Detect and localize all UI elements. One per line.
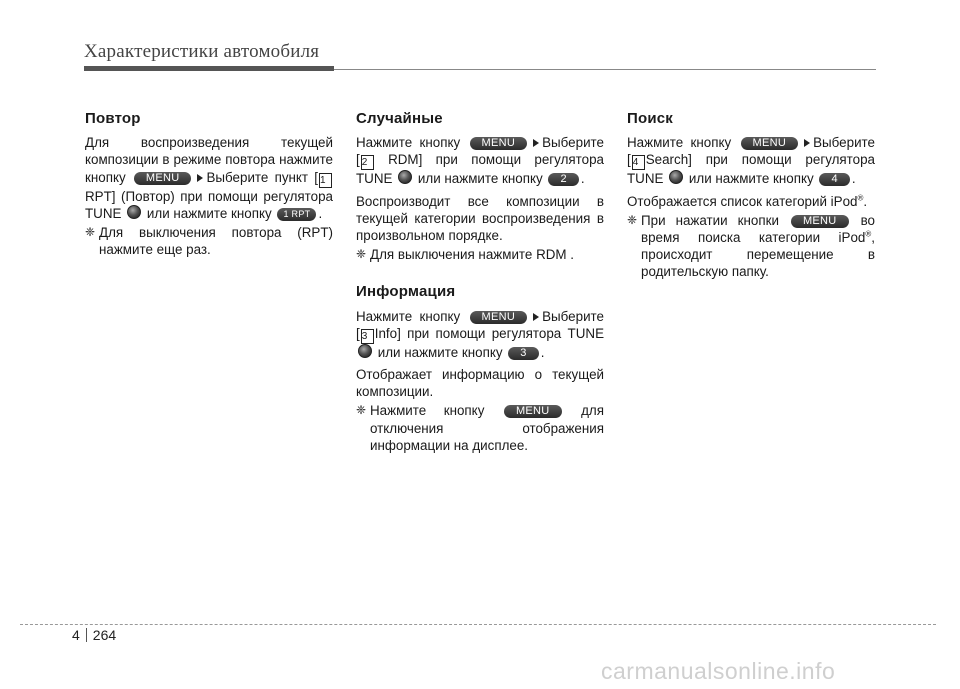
menu-button[interactable]: MENU: [134, 172, 192, 185]
info-description: Отображает информацию о текущей композиции.: [356, 367, 604, 400]
search-note-text-1: При нажатии кнопки: [641, 212, 779, 228]
info-text-5: .: [540, 344, 545, 360]
info-note: [356, 402, 604, 454]
search-desc-text: Отображается список категорий iPod: [627, 193, 858, 209]
tune-knob-icon: [358, 344, 372, 358]
random-text-4: или нажмите кнопку: [417, 171, 543, 187]
repeat-text-5: .: [318, 205, 323, 221]
rpt-button[interactable]: 1 RPT: [277, 208, 316, 221]
menu-button[interactable]: MENU: [741, 137, 799, 150]
random-note: [356, 246, 604, 263]
arrow-right-icon: [533, 139, 539, 147]
random-text-2: Выберите [: [356, 135, 604, 168]
info-instructions: [356, 308, 604, 361]
page-number-separator: [86, 628, 87, 642]
option-number-box: 3: [361, 329, 374, 344]
repeat-note-text: Для выключения повтора (RPT) нажмите еще раз.: [99, 225, 333, 258]
tune-knob-icon: [398, 170, 412, 184]
key-3-button[interactable]: 3: [508, 347, 538, 360]
search-text-2: Выберите: [813, 135, 875, 151]
option-number-box: 1: [319, 173, 332, 188]
info-text-2: Выберите: [542, 308, 604, 324]
registered-mark: ®: [865, 229, 872, 239]
search-note-text-3: , происходит перемещение в родительскую папку.: [641, 230, 875, 280]
search-desc-end: .: [863, 193, 868, 209]
info-text-1: Нажмите кнопку: [356, 308, 461, 324]
info-heading: Информация: [356, 283, 456, 301]
note-mark-icon: ❈: [356, 247, 367, 262]
random-description: Воспроизводит все композиции в текущей категории воспроизведения в произвольном порядке.: [356, 193, 604, 244]
repeat-heading: Повтор: [85, 110, 141, 127]
search-heading: Поиск: [627, 110, 674, 127]
header-rule-thin: [334, 69, 876, 70]
tune-knob-icon: [669, 170, 683, 184]
column-search: [627, 110, 875, 281]
search-text-1: Нажмите кнопку: [627, 135, 732, 151]
menu-button[interactable]: MENU: [470, 311, 528, 324]
search-instructions: [627, 134, 875, 187]
random-note-text: Для выключения нажмите RDM .: [370, 247, 575, 263]
arrow-right-icon: [197, 174, 203, 182]
search-text-3a: [: [627, 152, 631, 168]
repeat-text-3: RPT] (Повтор) при помощи регулятора TUNE: [85, 188, 333, 221]
repeat-note: [85, 224, 333, 258]
search-text-5: .: [851, 171, 856, 187]
footer-rule: [20, 624, 936, 625]
note-mark-icon: ❈: [356, 403, 367, 418]
key-2-button[interactable]: 2: [548, 173, 578, 186]
arrow-right-icon: [533, 313, 539, 321]
note-mark-icon: ❈: [627, 212, 638, 227]
search-note: [627, 212, 875, 281]
registered-mark: ®: [857, 193, 864, 203]
random-instructions: [356, 134, 604, 187]
menu-button[interactable]: MENU: [791, 215, 849, 228]
random-text-1: Нажмите кнопку: [356, 135, 461, 151]
page-section: 4: [72, 627, 80, 643]
tune-knob-icon: [127, 205, 141, 219]
search-note-text: [641, 212, 875, 281]
watermark: carmanualsonline.info: [601, 658, 836, 684]
random-text-3: RDM] при помощи регулятора TUNE: [356, 152, 604, 187]
info-note-text-2: для: [581, 403, 604, 419]
random-text-5: .: [580, 171, 585, 187]
random-heading: Случайные: [356, 110, 443, 127]
info-note-text: [370, 402, 604, 454]
info-text-3a: [: [356, 325, 360, 341]
info-text-3: Info] при помощи регулятора TUNE: [374, 325, 604, 341]
info-note-text-3: отключения отображения: [370, 420, 604, 436]
info-text-4: или нажмите кнопку: [377, 344, 503, 360]
search-note-text-2: во время поиска категории iPod: [641, 212, 875, 246]
key-4-button[interactable]: 4: [819, 173, 849, 186]
option-number-box: 4: [632, 155, 645, 170]
info-note-text-4: информации на дисплее.: [370, 437, 529, 453]
menu-button[interactable]: MENU: [504, 405, 562, 418]
column-repeat: [85, 110, 333, 258]
repeat-text-1: Для воспроизведения текущей композиции в режиме повтора нажмите кнопку: [85, 135, 333, 185]
arrow-right-icon: [804, 139, 810, 147]
page-number: [72, 627, 116, 643]
page-value: 264: [92, 627, 117, 643]
menu-button[interactable]: MENU: [470, 137, 528, 150]
search-text-3: Search] при помощи регулятора TUNE: [627, 152, 875, 187]
column-random-info: [356, 110, 604, 454]
repeat-text-4: или нажмите кнопку: [146, 205, 272, 221]
page-header-title: Характеристики автомобиля: [84, 41, 320, 62]
option-number-box: 2: [361, 155, 374, 170]
search-text-4: или нажмите кнопку: [688, 171, 814, 187]
note-mark-icon: ❈: [85, 225, 96, 240]
header-rule-thick: [84, 66, 334, 71]
info-note-text-1: Нажмите кнопку: [370, 403, 485, 419]
repeat-instructions: [85, 134, 333, 222]
search-description: [627, 193, 875, 210]
repeat-text-2: Выберите пункт [: [206, 169, 318, 185]
